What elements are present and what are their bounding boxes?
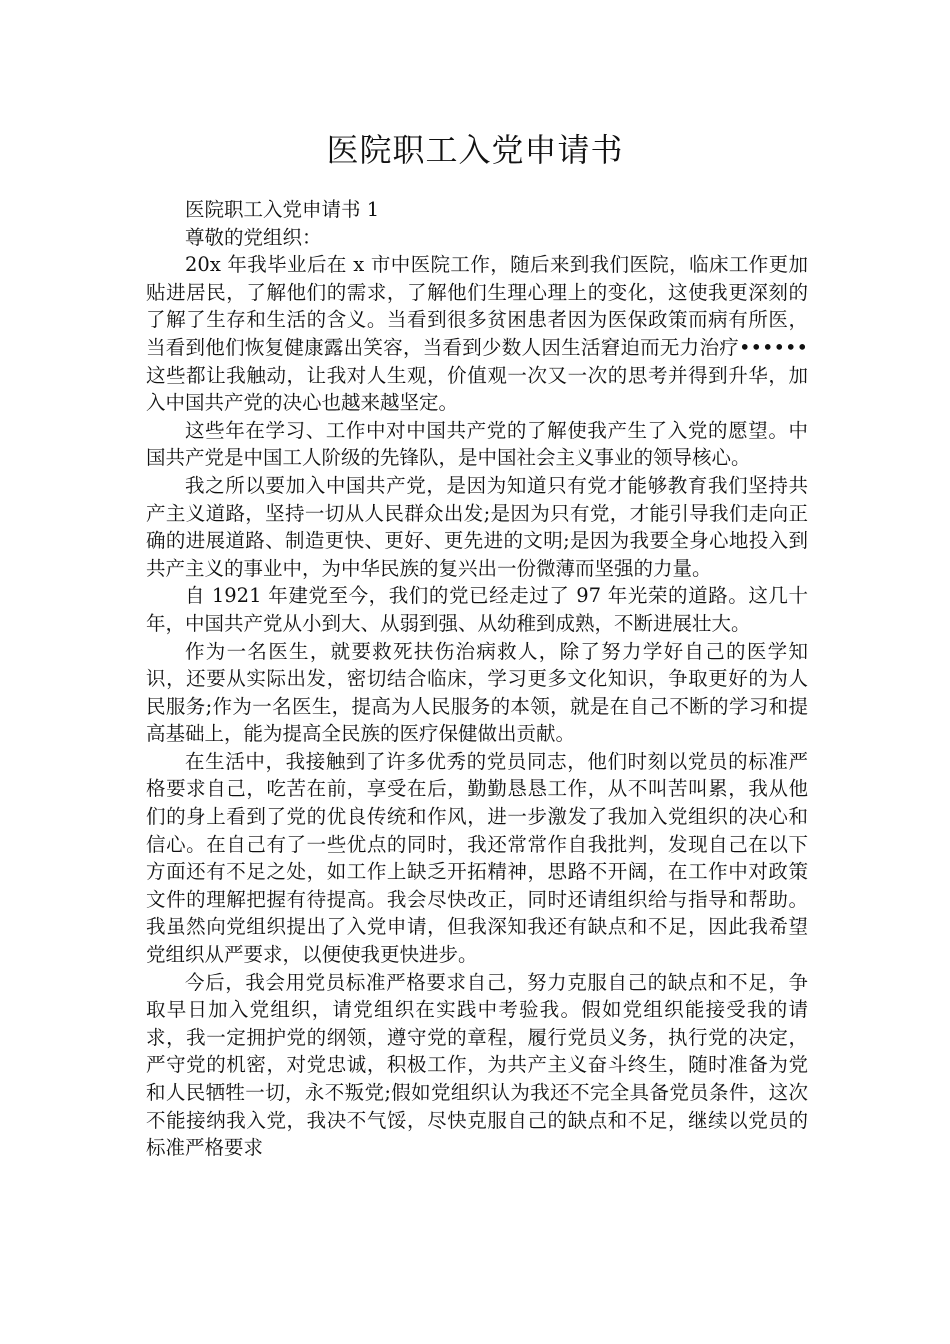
paragraph-5: 作为一名医生，就要救死扶伤治病救人，除了努力学好自己的医学知识，还要从实际出发，密切结合临床，学习更多文化知识，争取更好的为人民服务;作为一名医生，提高为人民服务的本领，就是在自己不断的学习和提高基础上，能为提高全民族的医疗保健做出贡献。 <box>146 639 808 746</box>
paragraph-7: 今后，我会用党员标准严格要求自己，努力克服自己的缺点和不足，争取早日加入党组织，请党组织在实践中考验我。假如党组织能接受我的请求，我一定拥护党的纲领，遵守党的章程，履行党员义务，执行党的决定，严守党的机密，对党忠诚，积极工作，为共产主义奋斗终生，随时准备为党和人民牺牲一切，永不叛党;假如党组织认为我还不完全具备党员条件，这次不能接纳我入党，我决不气馁，尽快克服自己的缺点和不足，继续以党员的标准严格要求 <box>146 970 808 1160</box>
salutation: 尊敬的党组织： <box>185 225 322 249</box>
document-subtitle: 医院职工入党申请书 1 <box>185 198 380 221</box>
document-body <box>146 196 808 1162</box>
paragraph-4: 自 1921 年建党至今，我们的党已经走过了 97 年光荣的道路。这几十年，中国共产党从小到大、从弱到强、从幼稚到成熟，不断进展壮大。 <box>146 584 808 635</box>
paragraph-2: 这些年在学习、工作中对中国共产党的了解使我产生了入党的愿望。中国共产党是中国工人阶级的先锋队，是中国社会主义事业的领导核心。 <box>146 418 808 470</box>
paragraph-6: 在生活中，我接触到了许多优秀的党员同志，他们时刻以党员的标准严格要求自己，吃苦在前，享受在后，勤勤恳恳工作，从不叫苦叫累，我从他们的身上看到了党的优良传统和作风，进一步激发了我加入党组织的决心和信心。在自己有了一些优点的同时，我还常常作自我批判，发现自己在以下方面还有不足之处，如工作上缺乏开拓精神，思路不开阔，在工作中对政策文件的理解把握有待提高。我会尽快改正，同时还请组织给与指导和帮助。我虽然向党组织提出了入党申请，但我深知我还有缺点和不足，因此我希望党组织从严要求，以便使我更快进步。 <box>146 749 808 967</box>
paragraph-1: 20x 年我毕业后在 x 市中医院工作，随后来到我们医院，临床工作更加贴进居民，了解他们的需求，了解他们生理心理上的变化，这使我更深刻的了解了生存和生活的含义。当看到很多贫困患者因为医保政策而病有所医，当看到他们恢复健康露出笑容，当看到少数人因生活窘迫而无力治疗••••••这些都让我触动，让我对人生观，价值观一次又一次的思考并得到升华，加入中国共产党的决心也越来越坚定。 <box>146 253 808 415</box>
document-title: 医院职工入党申请书 <box>326 131 624 169</box>
paragraph-3: 我之所以要加入中国共产党，是因为知道只有党才能够教育我们坚持共产主义道路，坚持一切从人民群众出发;是因为只有党，才能引导我们走向正确的进展道路、制造更快、更好、更先进的文明;是因为我要全身心地投入到共产主义的事业中，为中华民族的复兴出一份微薄而坚强的力量。 <box>146 473 808 580</box>
